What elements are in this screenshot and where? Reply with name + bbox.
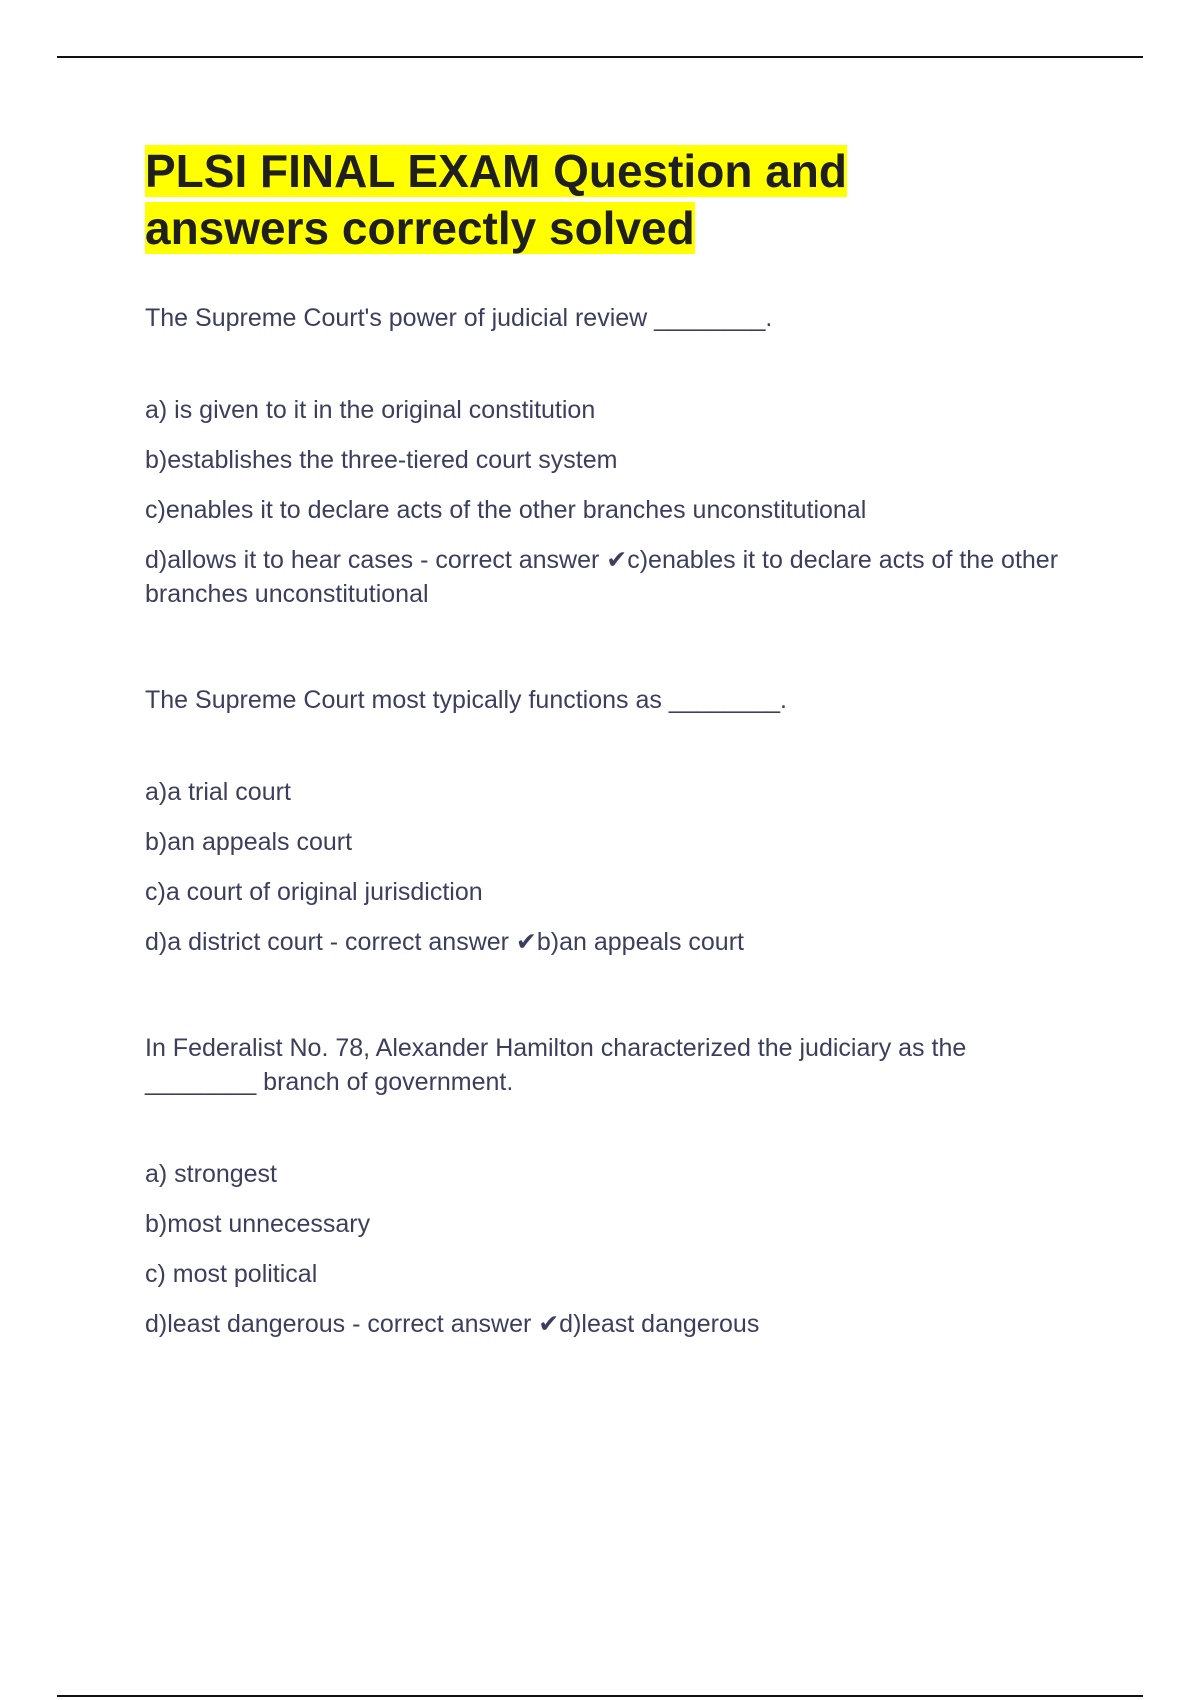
footer-rule: [57, 1695, 1143, 1697]
question-2-options: [145, 775, 1105, 959]
document-title: [145, 143, 905, 257]
question-1-option-c: c)enables it to declare acts of the other branches unconstitutional: [145, 496, 867, 524]
question-2-option-a: a)a trial court: [145, 778, 291, 806]
question-1-prompt: The Supreme Court's power of judicial review ________.: [145, 304, 773, 332]
question-1-option-b: b)establishes the three-tiered court system: [145, 446, 618, 474]
title-highlight: PLSI FINAL EXAM Question and answers correctly solved: [145, 145, 847, 254]
question-block-3: [145, 1031, 1105, 1341]
question-2-option-d-answer: d)a district court - correct answer ✔b)an appeals court: [145, 928, 744, 956]
question-1-option-d-answer: d)allows it to hear cases - correct answer ✔c)enables it to declare acts of the other branches unconstitutional: [145, 546, 1059, 608]
question-2-prompt: The Supreme Court most typically functions as ________.: [145, 686, 788, 714]
question-3-option-d-answer: d)least dangerous - correct answer ✔d)least dangerous: [145, 1310, 760, 1338]
question-3-prompt: In Federalist No. 78, Alexander Hamilton characterized the judiciary as the ________ branch of government.: [145, 1034, 967, 1096]
question-3-option-a: a) strongest: [145, 1160, 278, 1188]
question-1-option-a: a) is given to it in the original constitution: [145, 396, 596, 424]
question-2-option-c: c)a court of original jurisdiction: [145, 878, 483, 906]
question-3-options: [145, 1157, 1105, 1341]
question-2-option-b: b)an appeals court: [145, 828, 353, 856]
question-block-1: [145, 301, 1105, 611]
question-3-option-b: b)most unnecessary: [145, 1210, 371, 1238]
header-rule: [57, 56, 1143, 58]
document-body: [145, 143, 1105, 1413]
question-1-options: [145, 393, 1105, 611]
question-block-2: [145, 683, 1105, 959]
question-3-option-c: c) most political: [145, 1260, 318, 1288]
